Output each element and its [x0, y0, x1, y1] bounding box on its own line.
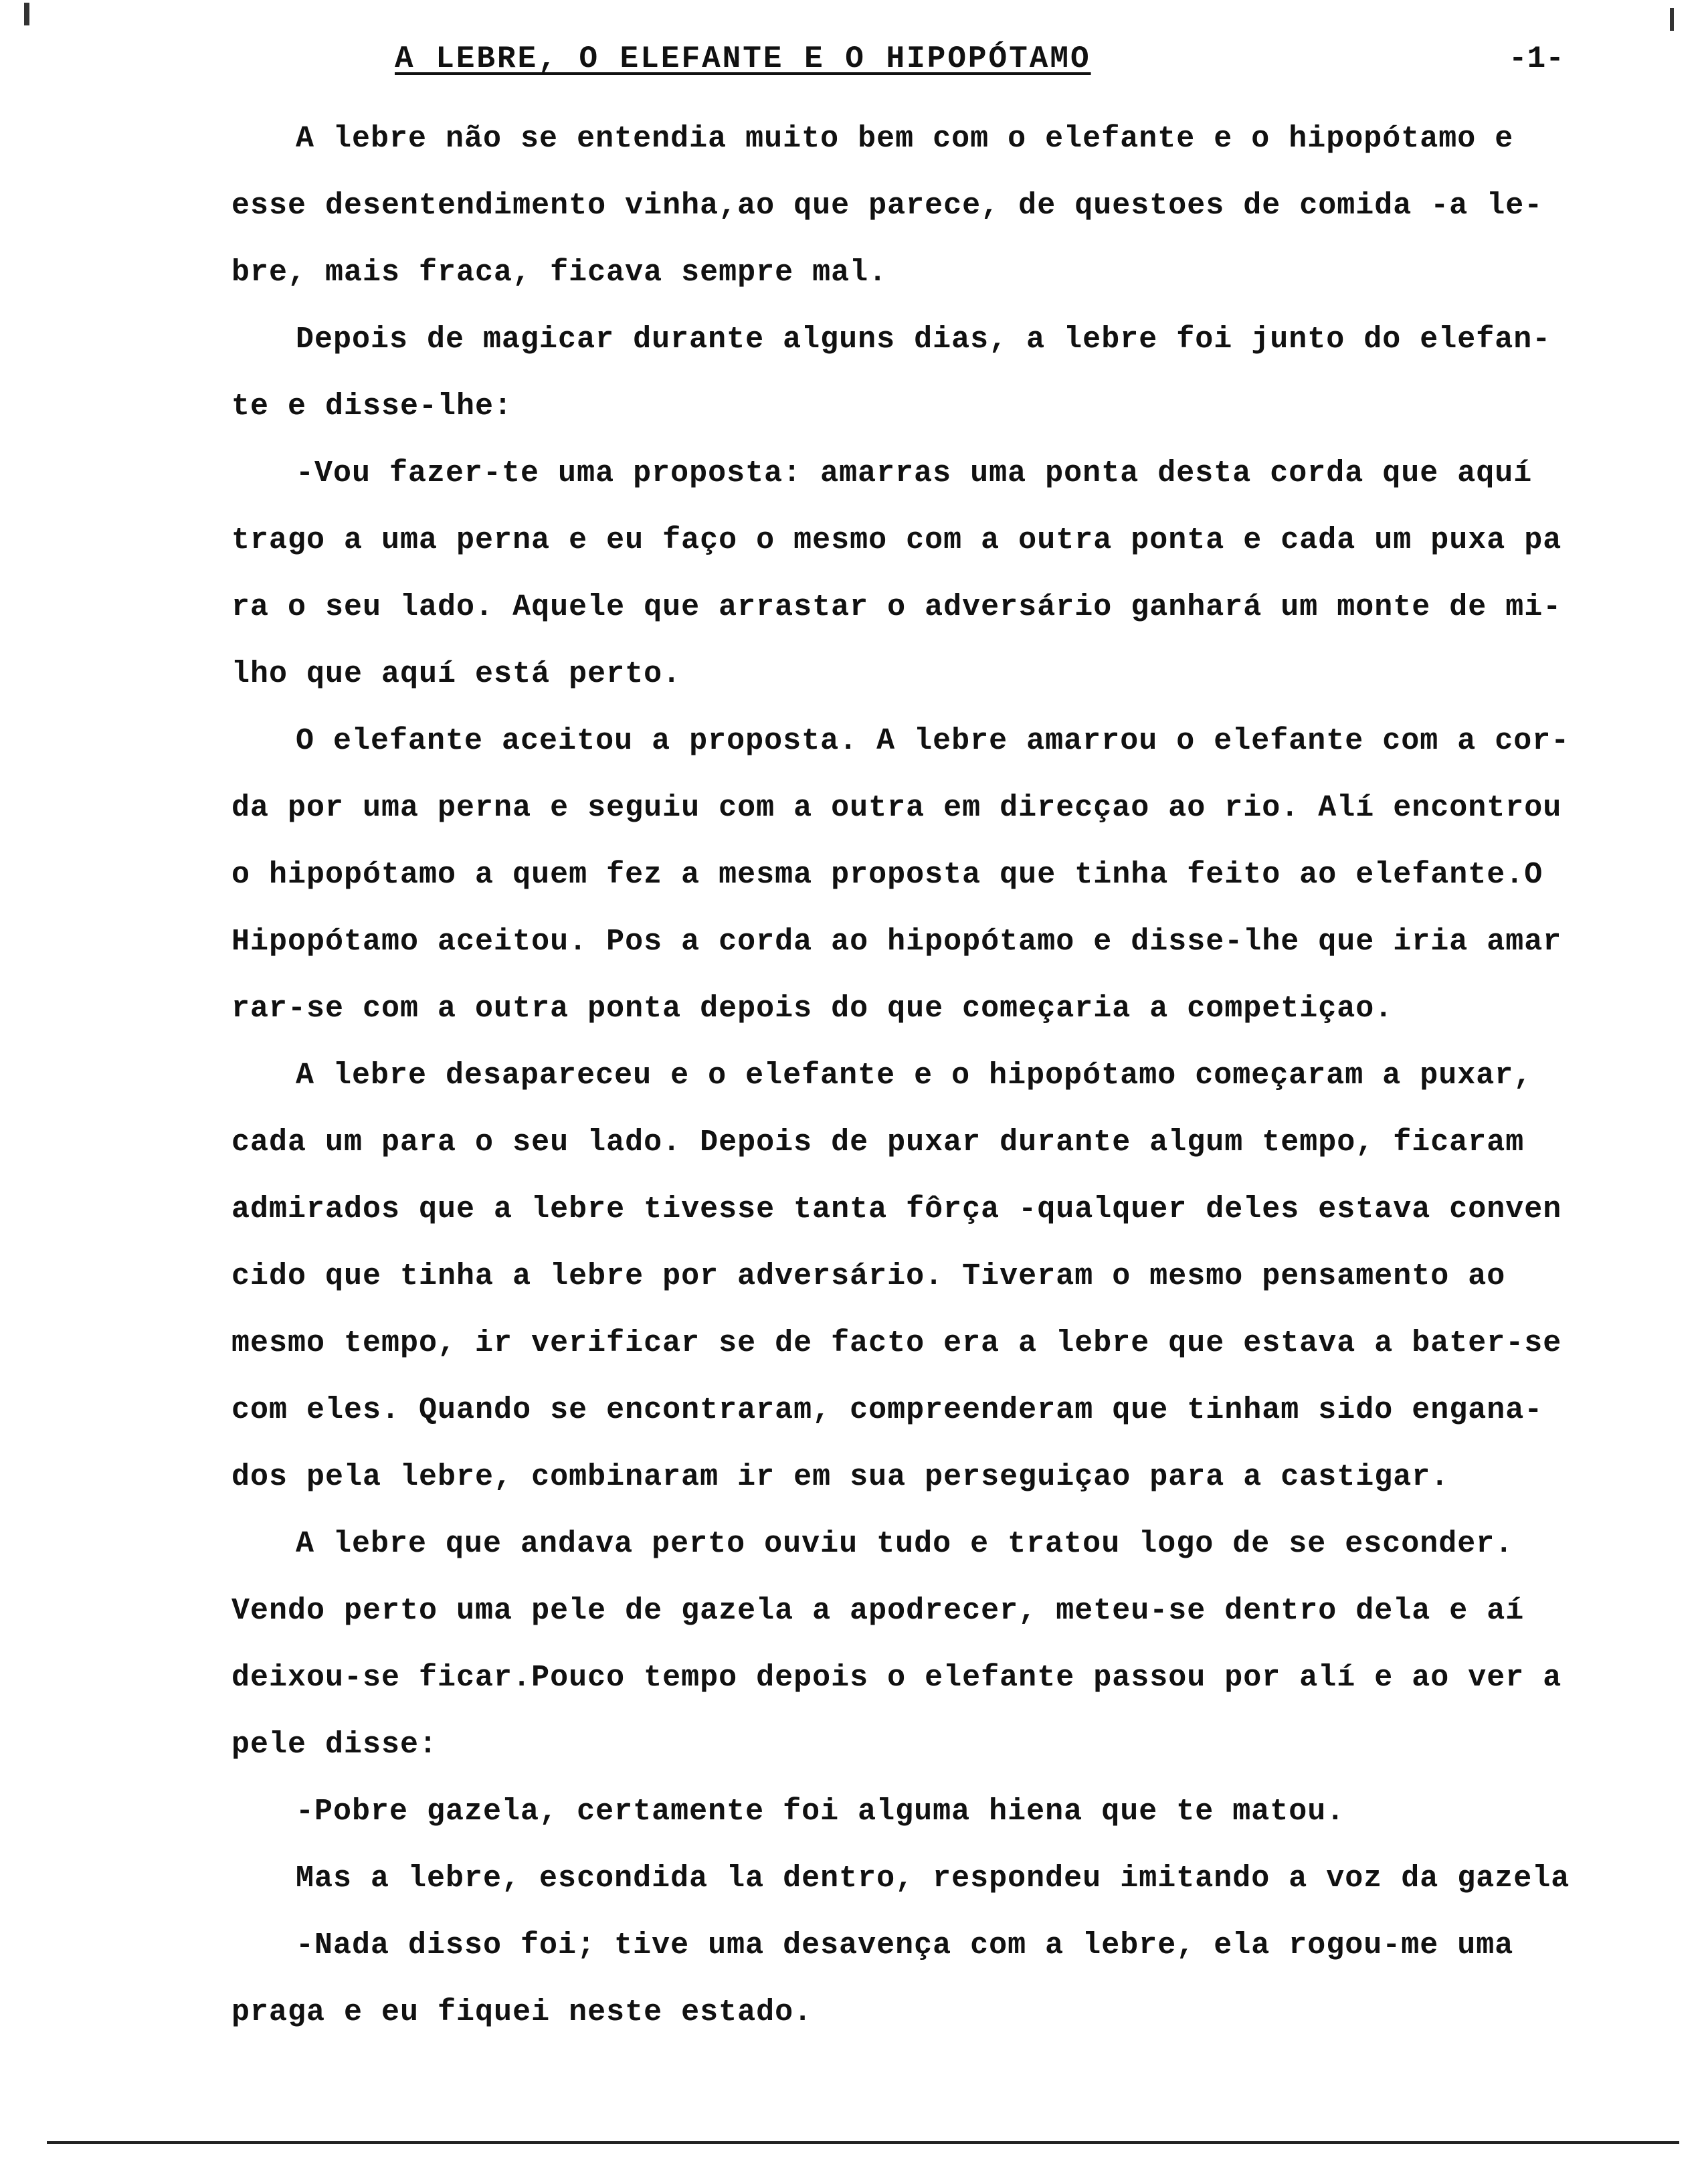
text-line: O elefante aceitou a proposta. A lebre amarrou o elefante com a cor- [296, 724, 1570, 758]
text-line: ra o seu lado. Aquele que arrastar o adversário ganhará um monte de mi- [231, 590, 1562, 624]
text-line: bre, mais fraca, ficava sempre mal. [231, 256, 888, 290]
text-line: mesmo tempo, ir verificar se de facto era a lebre que estava a bater-se [231, 1326, 1562, 1360]
text-line: -Pobre gazela, certamente foi alguma hiena que te matou. [296, 1795, 1345, 1829]
text-line: trago a uma perna e eu faço o mesmo com a outra ponta e cada um puxa pa [231, 523, 1562, 557]
text-line: Mas a lebre, escondida la dentro, respondeu imitando a voz da gazela [296, 1861, 1570, 1896]
text-line: com eles. Quando se encontraram, compreenderam que tinham sido engana- [231, 1393, 1543, 1427]
text-line: pele disse: [231, 1728, 438, 1762]
text-line: dos pela lebre, combinaram ir em sua perseguiçao para a castigar. [231, 1460, 1450, 1494]
text-line: Vendo perto uma pele de gazela a apodrecer, meteu-se dentro dela e aí [231, 1594, 1525, 1628]
scan-mark-left [24, 3, 29, 25]
text-line: da por uma perna e seguiu com a outra em direcçao ao rio. Alí encontrou [231, 791, 1562, 825]
scan-mark-right [1670, 8, 1674, 31]
page-number: -1- [1509, 41, 1564, 76]
text-line: deixou-se ficar.Pouco tempo depois o elefante passou por alí e ao ver a [231, 1661, 1562, 1695]
text-line: praga e eu fiquei neste estado. [231, 1995, 813, 2029]
text-line: admirados que a lebre tivesse tanta fôrça -qualquer deles estava conven [231, 1192, 1562, 1226]
text-line: -Vou fazer-te uma proposta: amarras uma ponta desta corda que aquí [296, 456, 1533, 490]
document-title: A LEBRE, O ELEFANTE E O HIPOPÓTAMO [395, 41, 1091, 76]
body-text [231, 106, 1677, 2046]
bottom-rule [47, 2141, 1679, 2144]
text-line: Depois de magicar durante alguns dias, a lebre foi junto do elefan- [296, 323, 1551, 357]
text-line: A lebre que andava perto ouviu tudo e tratou logo de se esconder. [296, 1527, 1514, 1561]
text-line: Hipopótamo aceitou. Pos a corda ao hipopótamo e disse-lhe que iria amar [231, 925, 1562, 959]
text-line: esse desentendimento vinha,ao que parece, de questoes de comida -a le- [231, 189, 1543, 223]
text-line: lho que aquí está perto. [231, 657, 682, 691]
text-line: te e disse-lhe: [231, 389, 513, 424]
text-line: cada um para o seu lado. Depois de puxar durante algum tempo, ficaram [231, 1125, 1525, 1160]
text-line: -Nada disso foi; tive uma desavença com a lebre, ela rogou-me uma [296, 1928, 1514, 1963]
text-line: A lebre desapareceu e o elefante e o hipopótamo começaram a puxar, [296, 1059, 1533, 1093]
text-line: rar-se com a outra ponta depois do que começaria a competiçao. [231, 992, 1394, 1026]
text-line: A lebre não se entendia muito bem com o elefante e o hipopótamo e [296, 122, 1514, 156]
text-line: o hipopótamo a quem fez a mesma proposta que tinha feito ao elefante.O [231, 858, 1543, 892]
text-line: cido que tinha a lebre por adversário. Tiveram o mesmo pensamento ao [231, 1259, 1506, 1293]
